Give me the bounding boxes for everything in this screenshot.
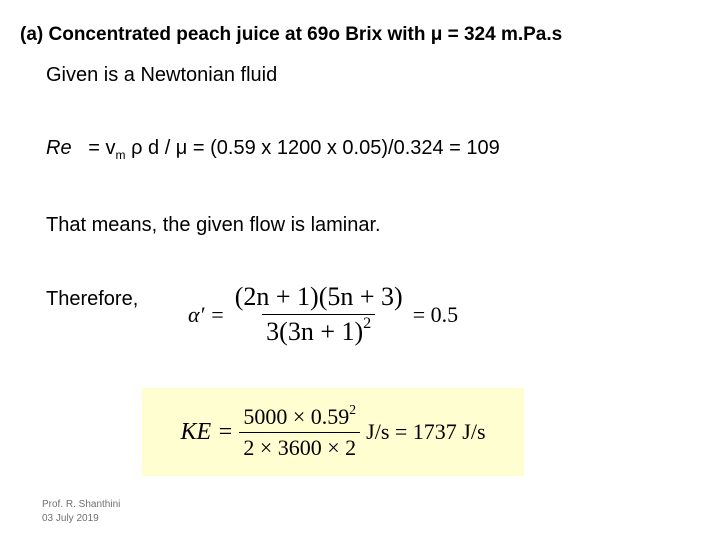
footer	[42, 498, 120, 526]
footer-date: 03 July 2019	[42, 513, 99, 524]
footer-author: Prof. R. Shanthini	[42, 499, 121, 510]
alpha-fraction	[231, 282, 407, 347]
alpha-denominator: 3(3n + 1)	[266, 317, 364, 346]
reynolds-equation	[46, 137, 500, 162]
ke-denominator: 2 × 3600 × 2	[239, 432, 360, 461]
ke-lhs: KE =	[180, 418, 234, 445]
laminar-statement: That means, the given flow is laminar.	[46, 214, 381, 236]
re-eq-rest: d / μ = (0.59 x 1200 x 0.05)/0.324 = 109	[148, 137, 500, 159]
rho-symbol: ρ	[131, 137, 143, 159]
ke-equation	[180, 401, 486, 461]
given-statement: Given is a Newtonian fluid	[46, 64, 278, 86]
alpha-lhs: α′ =	[188, 301, 225, 327]
ke-numerator: 5000 × 0.59	[243, 403, 350, 429]
therefore-label: Therefore,	[46, 288, 139, 310]
re-eq-velocity: = v	[88, 137, 116, 159]
alpha-denominator-wrap	[262, 314, 375, 347]
ke-rhs: J/s = 1737 J/s	[366, 419, 486, 444]
alpha-equation	[188, 282, 458, 347]
ke-highlight-box	[142, 388, 524, 476]
slide-title: (a) Concentrated peach juice at 69o Brix with μ = 324 m.Pa.s	[20, 24, 563, 45]
velocity-subscript: m	[115, 148, 126, 162]
ke-numerator-wrap	[239, 401, 360, 432]
alpha-den-exponent: 2	[363, 314, 372, 332]
re-symbol: Re	[46, 137, 72, 159]
ke-num-exponent: 2	[349, 401, 357, 417]
ke-fraction	[239, 401, 360, 461]
alpha-numerator: (2n + 1)(5n + 3)	[234, 282, 403, 311]
alpha-rhs: = 0.5	[412, 301, 459, 327]
